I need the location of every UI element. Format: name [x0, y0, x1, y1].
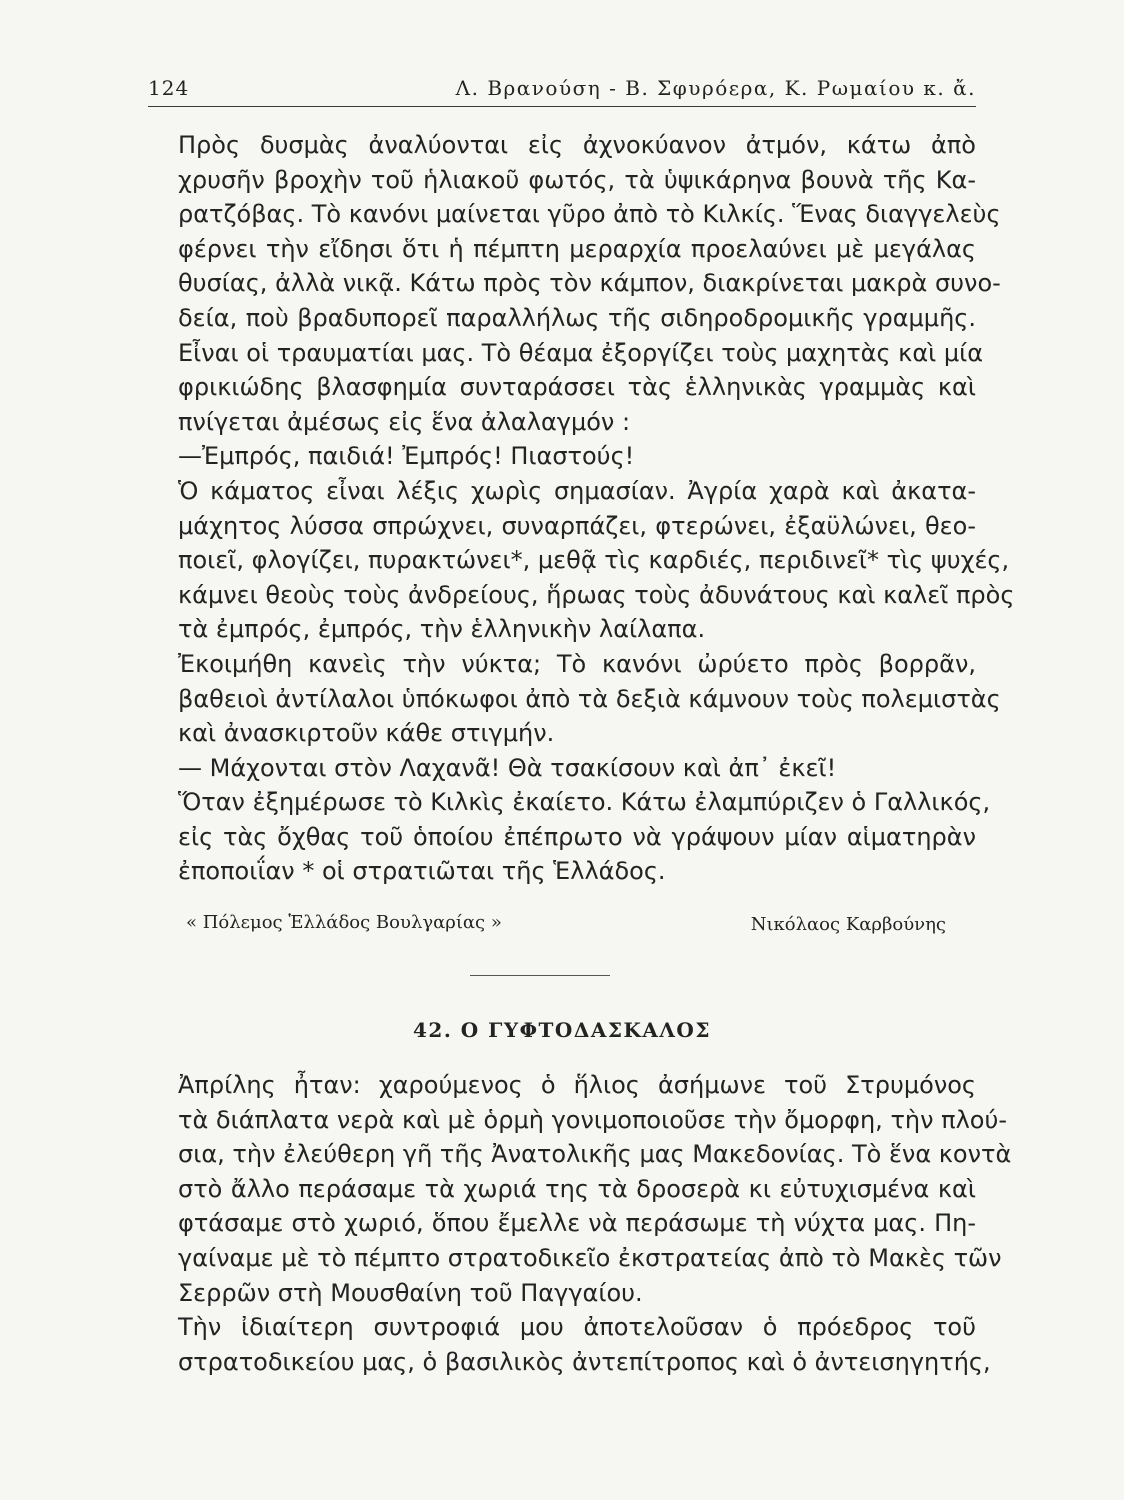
page-number: 124	[148, 76, 190, 100]
text-line: Ὁ κάματος εἶναι λέξις χωρὶς σημασίαν. Ἀγρία χαρὰ καὶ ἀκατα-	[178, 476, 976, 505]
text-line: θυσίας, ἀλλὰ νικᾷ. Κάτω πρὸς τὸν κάμπον, διακρίνεται μακρὰ συνο-	[178, 269, 1001, 298]
paragraph	[148, 1310, 991, 1379]
text-line: Εἶναι οἱ τραυματίαι μας. Τὸ θέαμα ἐξοργίζει τοὺς μαχητὰς καὶ μία	[178, 338, 984, 367]
text-line: Ὅταν ἐξημέρωσε τὸ Κιλκὶς ἐκαίετο. Κάτω ἐλαμπύριζεν ὁ Γαλλικός,	[178, 788, 991, 817]
section-divider	[470, 975, 610, 976]
text-line: ἐποποιΐαν * οἱ στρατιῶται τῆς Ἑλλάδος.	[178, 857, 666, 886]
text-line: γαίναμε μὲ τὸ πέμπτο στρατοδικεῖο ἐκστρατείας ἀπὸ τὸ Μακὲς τῶν	[178, 1243, 1002, 1272]
text-line: κάμνει θεοὺς τοὺς ἀνδρείους, ἥρωας τοὺς ἀδυνάτους καὶ καλεῖ πρὸς	[178, 580, 1015, 609]
text-line: πνίγεται ἀμέσως εἰς ἕνα ἀλαλαγμόν :	[178, 407, 631, 436]
text-line: στρατοδικείου μας, ὁ βασιλικὸς ἀντεπίτροπος καὶ ὁ ἀντεισηγητής,	[178, 1347, 991, 1376]
text-line: —Ἐμπρός, παιδιά! Ἐμπρός! Πιαστούς!	[178, 442, 635, 471]
author-name: Νικόλαος Καρβούνης	[750, 914, 946, 935]
paragraph	[148, 128, 1001, 439]
text-line: ρατζόβας. Τὸ κανόνι μαίνεται γῦρο ἀπὸ τὸ Κιλκίς. Ἕνας διαγγελεὺς	[178, 200, 1001, 229]
paragraph	[148, 785, 991, 889]
text-line: φέρνει τὴν εἴδησι ὅτι ἡ πέμπτη μεραρχία προελαύνει μὲ μεγάλας	[178, 234, 976, 263]
running-head: Λ. Βρανούση - Β. Σφυρόερα, Κ. Ρωμαίου κ. ἄ.	[455, 76, 976, 100]
source-citation: « Πόλεμος Ἑλλάδος Βουλγαρίας »	[186, 912, 502, 933]
dialogue-line	[148, 751, 976, 786]
text-line: σια, τὴν ἐλεύθερη γῆ τῆς Ἀνατολικῆς μας Μακεδονίας. Τὸ ἕνα κοντὰ	[178, 1140, 1012, 1169]
text-line: φτάσαμε στὸ χωριό, ὅπου ἔμελλε νὰ περάσωμε τὴ νύχτα μας. Πη-	[178, 1209, 976, 1238]
text-line: στὸ ἄλλο περάσαμε τὰ χωριά της τὰ δροσερὰ κι εὐτυχισμένα καὶ	[178, 1174, 976, 1203]
text-line: Πρὸς δυσμὰς ἀναλύονται εἰς ἀχνοκύανον ἀτμόν, κάτω ἀπὸ	[178, 131, 976, 159]
text-line: — Μάχονται στὸν Λαχανᾶ! Θὰ τσακίσουν καὶ ἀπ᾽ ἐκεῖ!	[178, 753, 837, 782]
text-line: τὰ διάπλατα νερὰ καὶ μὲ ὁρμὴ γονιμοποιοῦσε τὴν ὄμορφη, τὴν πλού-	[178, 1105, 1008, 1134]
text-line: εἰς τὰς ὄχθας τοῦ ὁποίου ἐπέπρωτο νὰ γράψουν μίαν αἱματηρὰν	[178, 822, 976, 851]
excerpt-41-text	[148, 128, 1015, 889]
text-line: Ἐκοιμήθη κανεὶς τὴν νύκτα; Τὸ κανόνι ὠρύετο πρὸς βορρᾶν,	[178, 649, 976, 678]
text-line: Τὴν ἰδιαίτερη συντροφιά μου ἀποτελοῦσαν ὁ πρόεδρος τοῦ	[178, 1313, 976, 1342]
text-line: βαθειοὶ ἀντίλαλοι ὑπόκωφοι ἀπὸ τὰ δεξιὰ κάμνουν τοὺς πολεμιστὰς	[178, 684, 1001, 713]
text-line: ποιεῖ, φλογίζει, πυρακτώνει*, μεθᾷ τὶς καρδιές, περιδινεῖ* τὶς ψυχές,	[178, 546, 1010, 575]
text-line: χρυσῆν βροχὴν τοῦ ἡλιακοῦ φωτός, τὰ ὑψικάρηνα βουνὰ τῆς Κα-	[178, 165, 976, 194]
dialogue-line	[148, 439, 976, 474]
text-line: καὶ ἀνασκιρτοῦν κάθε στιγμήν.	[178, 719, 555, 748]
text-line: Ἀπρίλης ἦταν: χαρούμενος ὁ ἥλιος ἀσήμωνε τοῦ Στρυμόνος	[178, 1071, 976, 1099]
text-line: τὰ ἐμπρός, ἐμπρός, τὴν ἑλληνικὴν λαίλαπα.	[178, 615, 706, 644]
text-line: φρικιώδης βλασφημία συνταράσσει τὰς ἑλληνικὰς γραμμὰς καὶ	[178, 373, 976, 402]
section-42-text	[148, 1068, 1012, 1379]
text-line: δεία, ποὺ βραδυπορεῖ παραλλήλως τῆς σιδηροδρομικῆς γραμμῆς.	[178, 303, 976, 332]
section-heading: 42. Ο ΓΥΦΤΟΔΑΣΚΑΛΟΣ	[412, 1018, 711, 1042]
text-line: μάχητος λύσσα σπρώχνει, συναρπάζει, φτερώνει, ἐξαϋλώνει, θεο-	[178, 511, 976, 540]
paragraph	[148, 474, 1015, 647]
paragraph	[148, 1068, 1012, 1310]
page-header	[148, 72, 976, 107]
text-line: Σερρῶν στὴ Μουσθαίνη τοῦ Παγγαίου.	[178, 1278, 643, 1307]
paragraph	[148, 647, 1001, 751]
